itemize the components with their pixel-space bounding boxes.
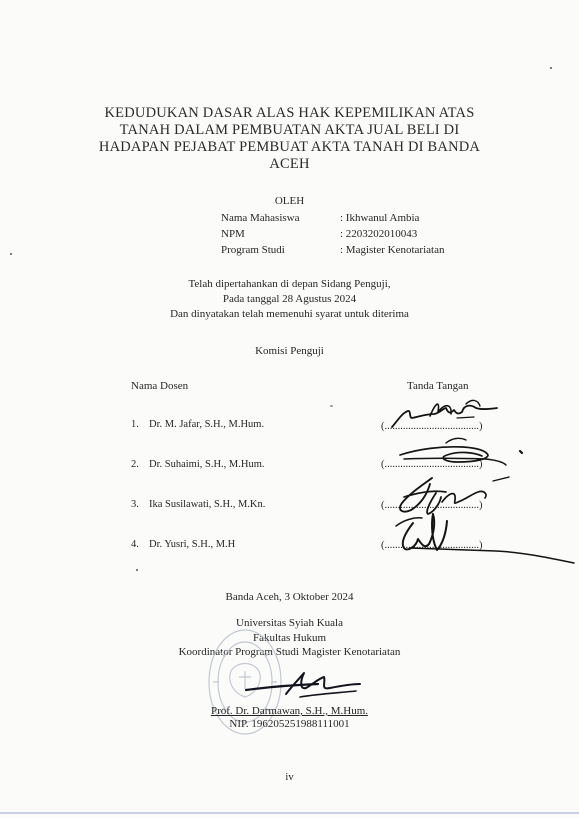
examiner-2-name: Dr. Suhaimi, S.H., M.Hum. <box>149 459 265 470</box>
scan-speck <box>10 253 12 255</box>
coordinator-nip: NIP. 196205251988111001 <box>229 718 350 730</box>
scan-speck <box>550 67 552 69</box>
examiner-4-number: 4. <box>131 539 139 550</box>
col-header-signature: Tanda Tangan <box>407 380 469 392</box>
scan-speck <box>330 405 333 407</box>
defense-line-3: Dan dinyatakan telah memenuhi syarat untuk diterima <box>170 308 409 320</box>
examiner-1-signature-field: (....................................) <box>381 421 483 432</box>
scan-speck <box>136 569 138 571</box>
coordinator-name: Prof. Dr. Darmawan, S.H., M.Hum. <box>210 705 369 717</box>
examiner-3-number: 3. <box>131 499 139 510</box>
examiner-1-name: Dr. M. Jafar, S.H., M.Hum. <box>149 419 265 430</box>
title-line-3: HADAPAN PEJABAT PEMBUAT AKTA TANAH DI BANDA <box>98 139 481 155</box>
identity-value-program: : Magister Kenotariatan <box>340 244 445 256</box>
oleh-heading: OLEH <box>274 195 305 207</box>
identity-label-program: Program Studi <box>221 244 285 256</box>
identity-value-name: : Ikhwanul Ambia <box>340 212 420 224</box>
faculty-name: Fakultas Hukum <box>252 632 327 644</box>
coordinator-title: Koordinator Program Studi Magister Kenotariatan <box>178 646 401 658</box>
examiner-3-signature-field: (....................................) <box>381 500 483 511</box>
examiner-4-name: Dr. Yusri, S.H., M.H <box>149 539 236 550</box>
title-line-1: KEDUDUKAN DASAR ALAS HAK KEPEMILIKAN ATAS <box>104 105 475 121</box>
identity-value-npm: : 2203202010043 <box>340 228 418 240</box>
place-date: Banda Aceh, 3 Oktober 2024 <box>225 591 354 603</box>
defense-line-1: Telah dipertahankan di depan Sidang Penguji, <box>188 278 391 290</box>
committee-heading: Komisi Penguji <box>255 345 324 357</box>
defense-line-2: Pada tanggal 28 Agustus 2024 <box>222 293 357 305</box>
examiner-3-name: Ika Susilawati, S.H., M.Kn. <box>149 499 266 510</box>
university-name: Universitas Syiah Kuala <box>236 617 343 629</box>
identity-label-npm: NPM <box>221 228 245 240</box>
examiner-4-signature-field: (....................................) <box>381 540 483 551</box>
col-header-name: Nama Dosen <box>131 380 189 392</box>
title-line-4: ACEH <box>269 156 310 172</box>
scan-edge-line <box>0 812 579 814</box>
examiner-1-number: 1. <box>131 419 139 430</box>
examiner-2-signature-field: (....................................) <box>381 459 483 470</box>
identity-label-name: Nama Mahasiswa <box>221 212 300 224</box>
title-line-2: TANAH DALAM PEMBUATAN AKTA JUAL BELI DI <box>119 122 460 138</box>
page-number: iv <box>285 772 294 783</box>
examiner-2-number: 2. <box>131 459 139 470</box>
